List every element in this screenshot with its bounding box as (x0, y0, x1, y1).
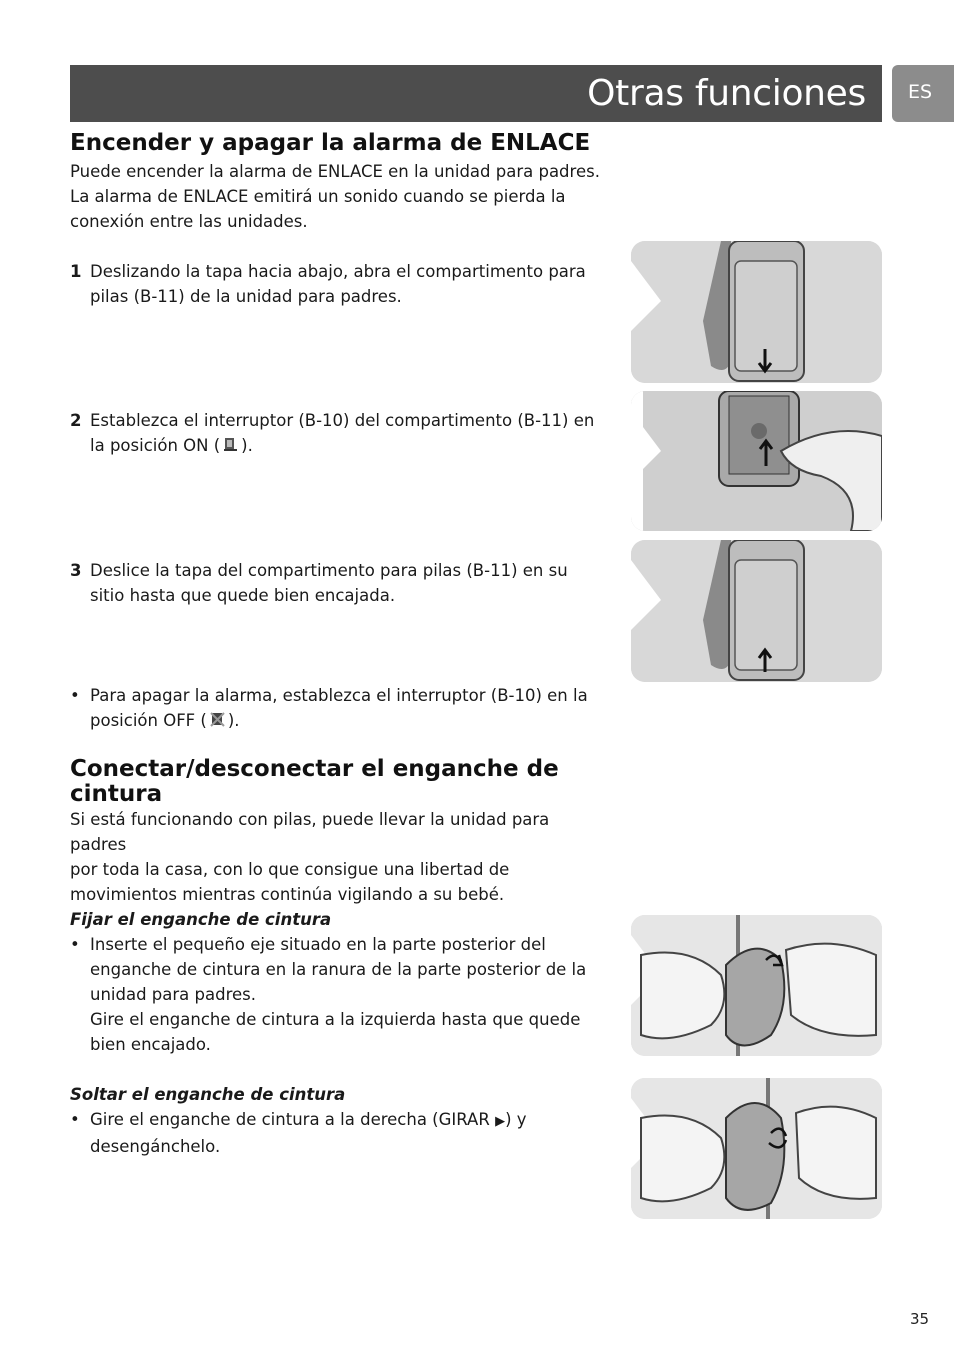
intro-line: movimientos mientras continúa vigilando a su bebé. (70, 885, 505, 904)
step-number: 3 (70, 561, 82, 580)
bullet-text-line: ) y (505, 1110, 527, 1129)
illustration-alarm-switch-on (631, 391, 882, 531)
bullet-text-line: unidad para padres. (90, 985, 256, 1004)
subheading-attach-clip: Fijar el enganche de cintura (70, 910, 332, 929)
page-title: Otras funciones (587, 73, 866, 114)
attach-clip-bullet (70, 932, 610, 1057)
bullet-text-line: ). (227, 711, 240, 730)
section-heading-belt-clip (70, 757, 559, 807)
alarm-on-icon (222, 436, 239, 453)
heading-line: cintura (70, 781, 163, 807)
rotate-right-arrow-icon: ▶ (495, 1114, 506, 1129)
bullet-text-line: Gire el enganche de cintura a la izquierda hasta que quede (90, 1010, 581, 1029)
step-text-line: Establezca el interruptor (B-10) del compartimento (B-11) en (90, 411, 595, 430)
heading-line: Conectar/desconectar el enganche de (70, 756, 559, 782)
step-text-line: la posición ON ( (90, 436, 221, 455)
illustration-open-battery-cover (631, 241, 882, 383)
step-1 (70, 259, 610, 309)
bullet-glyph: • (70, 686, 80, 705)
intro-line: conexión entre las unidades. (70, 212, 308, 231)
step-number: 2 (70, 411, 82, 430)
illustration-release-belt-clip (631, 1078, 882, 1219)
alarm-off-icon (209, 711, 226, 728)
language-label: ES (908, 81, 933, 103)
illustration-close-battery-cover (631, 540, 882, 682)
language-tab (892, 65, 954, 122)
step-text-line: sitio hasta que quede bien encajada. (90, 586, 396, 605)
intro-line: La alarma de ENLACE emitirá un sonido cuando se pierda la (70, 187, 566, 206)
section-intro-belt-clip (70, 807, 610, 907)
subheading-release-clip: Soltar el enganche de cintura (70, 1085, 346, 1104)
page-number: 35 (910, 1310, 930, 1328)
step-number: 1 (70, 262, 82, 281)
bullet-text-line: enganche de cintura en la ranura de la parte posterior de la (90, 960, 587, 979)
step-text-line: pilas (B-11) de la unidad para padres. (90, 287, 402, 306)
bullet-text-line: Para apagar la alarma, establezca el interruptor (B-10) en la (90, 686, 588, 705)
bullet-glyph: • (70, 1110, 80, 1129)
step-text-line: Deslizando la tapa hacia abajo, abra el compartimento para (90, 262, 586, 281)
bullet-text-line: posición OFF ( (90, 711, 207, 730)
step-3 (70, 558, 610, 608)
section-heading-link-alarm: Encender y apagar la alarma de ENLACE (70, 130, 591, 156)
intro-line: Si está funcionando con pilas, puede llevar la unidad para padres (70, 810, 550, 854)
step-text-line: Deslice la tapa del compartimento para pilas (B-11) en su (90, 561, 568, 580)
step-2 (70, 408, 610, 458)
illustration-attach-belt-clip (631, 915, 882, 1056)
bullet-text-line: Gire el enganche de cintura a la derecha (GIRAR (90, 1110, 496, 1129)
intro-line: Puede encender la alarma de ENLACE en la unidad para padres. (70, 162, 600, 181)
step-text-line: ). (241, 436, 253, 455)
section-intro-link-alarm (70, 159, 610, 234)
bullet-glyph: • (70, 935, 80, 954)
intro-line: por toda la casa, con lo que consigue una libertad de (70, 860, 510, 879)
bullet-text-line: Inserte el pequeño eje situado en la parte posterior del (90, 935, 546, 954)
bullet-text-line: bien encajado. (90, 1035, 211, 1054)
alarm-off-bullet (70, 683, 610, 733)
header-bar (70, 65, 882, 122)
release-clip-bullet (70, 1107, 610, 1159)
bullet-text-line: desengánchelo. (90, 1137, 221, 1156)
